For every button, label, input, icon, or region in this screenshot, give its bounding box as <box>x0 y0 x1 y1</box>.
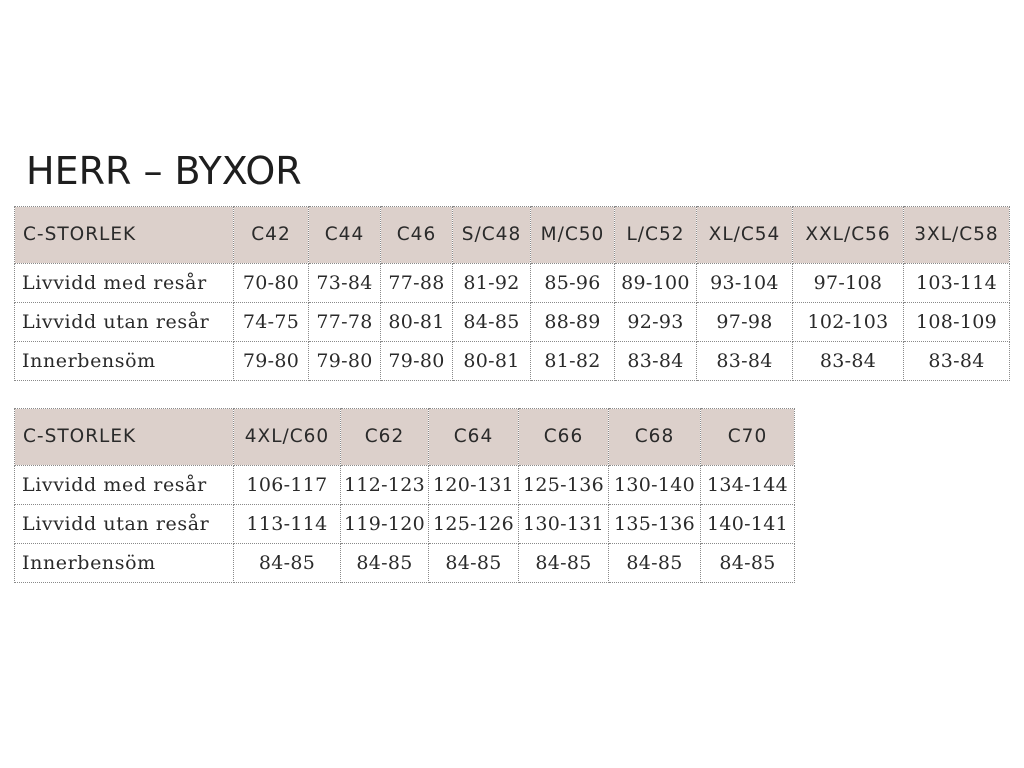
size-header: 3XL/C58 <box>904 207 1010 264</box>
table-row <box>15 303 1010 342</box>
measurement-cell: 88-89 <box>531 303 615 342</box>
measurement-cell: 130-131 <box>519 505 609 544</box>
size-header: XL/C54 <box>697 207 793 264</box>
measurement-cell: 84-85 <box>341 544 429 583</box>
measurement-cell: 119-120 <box>341 505 429 544</box>
row-label: Livvidd med resår <box>15 264 234 303</box>
measurement-cell: 70-80 <box>234 264 309 303</box>
row-label: Livvidd utan resår <box>15 303 234 342</box>
measurement-cell: 89-100 <box>615 264 697 303</box>
measurement-cell: 135-136 <box>609 505 701 544</box>
measurement-cell: 93-104 <box>697 264 793 303</box>
measurement-cell: 113-114 <box>234 505 341 544</box>
measurement-cell: 84-85 <box>453 303 531 342</box>
measurement-cell: 102-103 <box>793 303 904 342</box>
measurement-cell: 84-85 <box>609 544 701 583</box>
size-header: XXL/C56 <box>793 207 904 264</box>
measurement-cell: 140-141 <box>701 505 795 544</box>
table-row <box>15 264 1010 303</box>
measurement-cell: 83-84 <box>904 342 1010 381</box>
header-row <box>15 409 795 466</box>
measurement-cell: 84-85 <box>429 544 519 583</box>
measurement-cell: 84-85 <box>701 544 795 583</box>
measurement-cell: 103-114 <box>904 264 1010 303</box>
measurement-cell: 81-82 <box>531 342 615 381</box>
size-header: C68 <box>609 409 701 466</box>
row-label: Innerbensöm <box>15 544 234 583</box>
header-label: C-STORLEK <box>15 409 234 466</box>
size-header: C42 <box>234 207 309 264</box>
measurement-cell: 79-80 <box>381 342 453 381</box>
measurement-cell: 125-126 <box>429 505 519 544</box>
measurement-cell: 77-88 <box>381 264 453 303</box>
size-header: C46 <box>381 207 453 264</box>
size-table-1 <box>14 206 1010 381</box>
measurement-cell: 83-84 <box>615 342 697 381</box>
size-header: C70 <box>701 409 795 466</box>
header-label: C-STORLEK <box>15 207 234 264</box>
page-title: HERR – BYXOR <box>26 149 302 193</box>
size-header: L/C52 <box>615 207 697 264</box>
measurement-cell: 108-109 <box>904 303 1010 342</box>
size-header: C64 <box>429 409 519 466</box>
measurement-cell: 83-84 <box>697 342 793 381</box>
measurement-cell: 120-131 <box>429 466 519 505</box>
row-label: Livvidd med resår <box>15 466 234 505</box>
measurement-cell: 74-75 <box>234 303 309 342</box>
size-header: C66 <box>519 409 609 466</box>
measurement-cell: 80-81 <box>453 342 531 381</box>
measurement-cell: 84-85 <box>234 544 341 583</box>
measurement-cell: 97-98 <box>697 303 793 342</box>
measurement-cell: 85-96 <box>531 264 615 303</box>
measurement-cell: 130-140 <box>609 466 701 505</box>
table-row <box>15 466 795 505</box>
measurement-cell: 134-144 <box>701 466 795 505</box>
measurement-cell: 73-84 <box>309 264 381 303</box>
header-row <box>15 207 1010 264</box>
measurement-cell: 79-80 <box>234 342 309 381</box>
size-header: M/C50 <box>531 207 615 264</box>
measurement-cell: 106-117 <box>234 466 341 505</box>
row-label: Livvidd utan resår <box>15 505 234 544</box>
size-header: C44 <box>309 207 381 264</box>
size-header: 4XL/C60 <box>234 409 341 466</box>
measurement-cell: 92-93 <box>615 303 697 342</box>
measurement-cell: 125-136 <box>519 466 609 505</box>
row-label: Innerbensöm <box>15 342 234 381</box>
table-row <box>15 544 795 583</box>
measurement-cell: 83-84 <box>793 342 904 381</box>
table-row <box>15 342 1010 381</box>
size-header: S/C48 <box>453 207 531 264</box>
measurement-cell: 84-85 <box>519 544 609 583</box>
measurement-cell: 77-78 <box>309 303 381 342</box>
measurement-cell: 79-80 <box>309 342 381 381</box>
measurement-cell: 112-123 <box>341 466 429 505</box>
size-header: C62 <box>341 409 429 466</box>
size-table-2 <box>14 408 795 583</box>
measurement-cell: 80-81 <box>381 303 453 342</box>
measurement-cell: 97-108 <box>793 264 904 303</box>
table-row <box>15 505 795 544</box>
measurement-cell: 81-92 <box>453 264 531 303</box>
